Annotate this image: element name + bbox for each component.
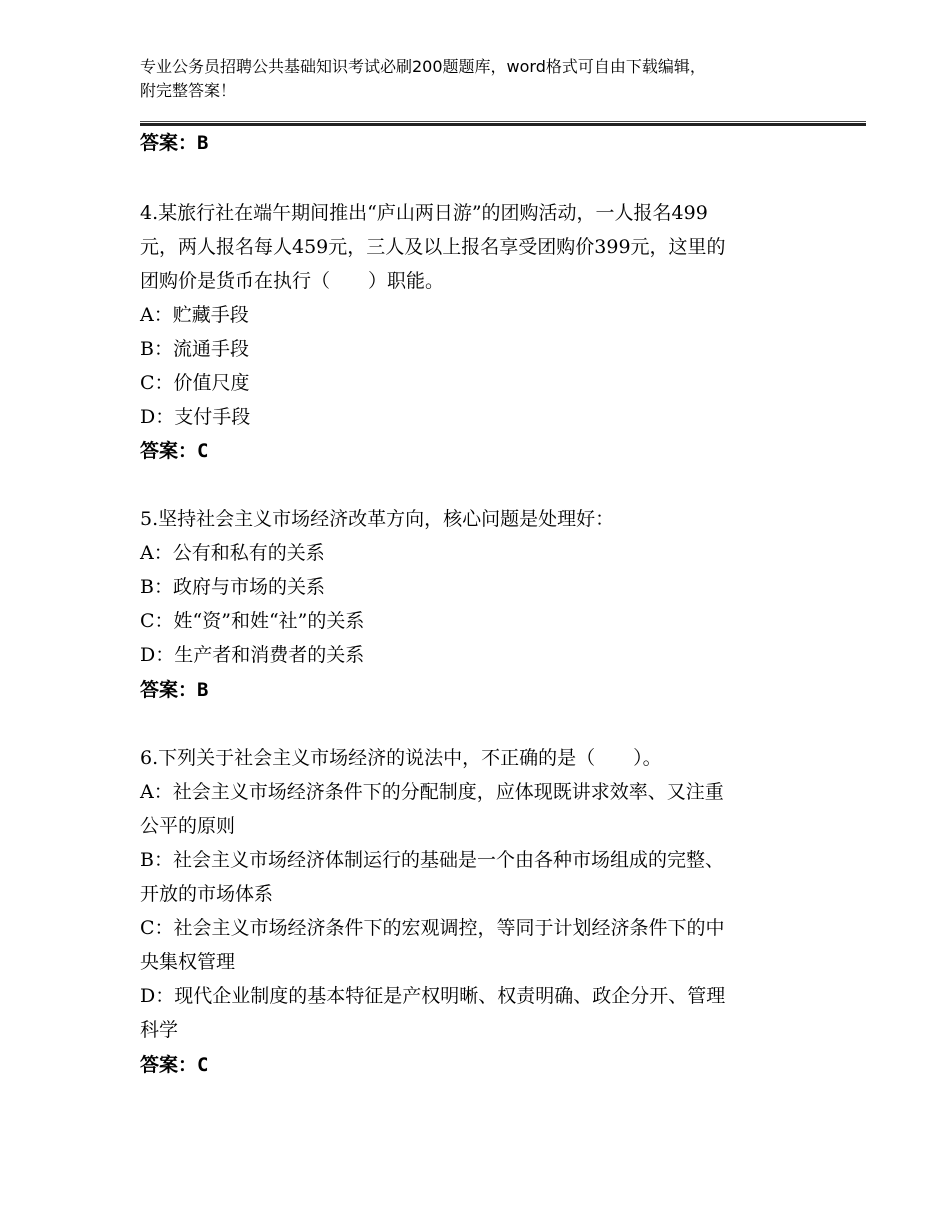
question-5	[140, 502, 820, 672]
question-text-line: 4.某旅行社在端午期间推出“庐山两日游”的团购活动，一人报名499	[140, 202, 708, 224]
answer-label: 答案：	[140, 440, 198, 462]
option-d-continued: 科学	[140, 1019, 179, 1041]
answer-value: B	[197, 679, 209, 701]
option-a: A：公有和私有的关系	[140, 542, 325, 564]
question-text-line: 元，两人报名每人459元，三人及以上报名享受团购价399元，这里的	[140, 236, 726, 258]
header-line-1: 专业公务员招聘公共基础知识考试必刷200题题库，word格式可自由下载编辑，	[140, 57, 706, 76]
document-header	[140, 55, 840, 103]
answer-value: C	[197, 440, 209, 462]
answer-line	[140, 1048, 208, 1082]
option-d: D：支付手段	[140, 406, 251, 428]
question-text-line: 团购价是货币在执行（ ）职能。	[140, 270, 445, 292]
option-c: C：社会主义市场经济条件下的宏观调控，等同于计划经济条件下的中	[140, 917, 725, 939]
option-b: B：流通手段	[140, 338, 249, 360]
option-a: A：社会主义市场经济条件下的分配制度，应体现既讲求效率、又注重	[140, 781, 724, 803]
option-d: D：现代企业制度的基本特征是产权明晰、权责明确、政企分开、管理	[140, 985, 726, 1007]
option-a-continued: 公平的原则	[140, 815, 236, 837]
question-6	[140, 741, 820, 1047]
answer-label: 答案：	[140, 1054, 198, 1076]
option-b-continued: 开放的市场体系	[140, 883, 274, 905]
option-c-continued: 央集权管理	[140, 951, 236, 973]
answer-line	[140, 673, 208, 707]
answer-label: 答案：	[140, 132, 198, 154]
option-c: C：价值尺度	[140, 372, 250, 394]
answer-line	[140, 434, 208, 468]
option-d: D：生产者和消费者的关系	[140, 644, 365, 666]
answer-label: 答案：	[140, 679, 198, 701]
answer-value: B	[197, 132, 209, 154]
header-line-2: 附完整答案！	[140, 81, 237, 100]
question-text-line: 6.下列关于社会主义市场经济的说法中，不正确的是（ ）。	[140, 747, 662, 769]
option-b: B：政府与市场的关系	[140, 576, 325, 598]
question-text-line: 5.坚持社会主义市场经济改革方向，核心问题是处理好：	[140, 508, 615, 530]
question-4	[140, 196, 820, 434]
answer-value: C	[197, 1054, 209, 1076]
option-b: B：社会主义市场经济体制运行的基础是一个由各种市场组成的完整、	[140, 849, 724, 871]
answer-line	[140, 126, 208, 160]
option-a: A：贮藏手段	[140, 304, 249, 326]
header-divider	[140, 121, 866, 126]
option-c: C：姓“资”和姓“社”的关系	[140, 610, 365, 632]
